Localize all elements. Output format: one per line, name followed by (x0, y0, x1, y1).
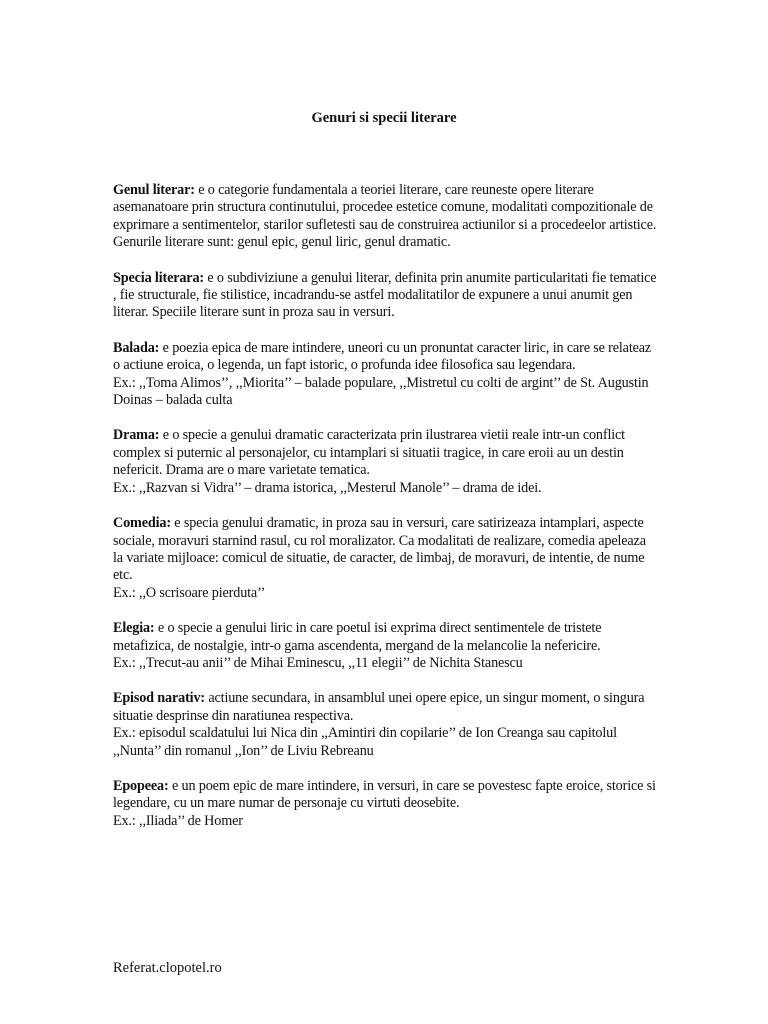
entry-definition: e o categorie fundamentala a teoriei literare, care reuneste opere literare asemanatoare prin structura continutului, procedee estetice comune, modalitati compozitionale de exprimare a sentimentelor, starilor sufletesti sau de construirea actiunilor si a procedeelor artistice. Genurile literare sunt: genul epic, genul liric, genul dramatic. (113, 182, 657, 251)
entry-term: Comedia: (113, 515, 171, 532)
entry-episod-narativ (113, 690, 658, 760)
entry-definition: e o specie a genului liric in care poetul isi exprima direct sentimentele de tristete metafizica, de nostalgie, intr-o gama ascendenta, mergand de la melancolie la nefericire. (113, 620, 602, 654)
entry-example: Ex.: episodul scaldatului lui Nica din ,,Amintiri din copilarie’’ de Ion Creanga sau capitolul ,,Nunta’’ din romanul ,,Ion’’ de Liviu Rebreanu (113, 725, 617, 759)
entry-definition: e poezia epica de mare intindere, uneori cu un pronuntat caracter liric, in care se relateaz o actiune eroica, o legenda, un fapt istoric, o profunda idee filosofica sau legendara. (113, 339, 652, 374)
document-body (113, 182, 658, 848)
entry-example: Ex.: ,,Toma Alimos’’, ,,Miorita’’ – balade populare, ,,Mistretul cu colti de argint’’ de St. Augustin Doinas – balada culta (113, 374, 649, 409)
entry-definition: e specia genului dramatic, in proza sau in versuri, care satirizeaza intamplari, aspecte sociale, moravuri starnind rasul, cu rol moralizator. Ca modalitati de realizare, comedia apeleaza la variate mijloace: comicul de situatie, de caracter, de limbaj, de moravuri, de intentie, de nume etc. (113, 515, 646, 584)
entry-example: Ex.: ,,Razvan si Vidra’’ – drama istorica, ,,Mesterul Manole’’ – drama de idei. (113, 479, 542, 496)
entry-comedia (113, 515, 658, 602)
entry-definition: e o subdiviziune a genului literar, definita prin anumite particularitati fie tematice , fie structurale, fie stilistice, incadrandu-se astfel modalitatilor de expunere a unui anumit gen literar. Speciile literare sunt in proza sau in versuri. (113, 269, 657, 321)
entry-term: Balada: (113, 339, 160, 356)
entry-balada (113, 340, 658, 410)
entry-definition: e un poem epic de mare intindere, in versuri, in care se povestesc fapte eroice, storice si legendare, cu un mare numar de personaje cu virtuti deosebite. (113, 777, 656, 812)
entry-example: Ex.: ,,Trecut-au anii’’ de Mihai Eminescu, ,,11 elegii’’ de Nichita Stanescu (113, 654, 523, 671)
entry-term: Epopeea: (113, 777, 169, 794)
entry-term: Episod narativ: (113, 690, 205, 707)
entry-definition: actiune secundara, in ansamblul unei opere epice, un singur moment, o singura situatie desprinse din naratiunea respectiva. (113, 690, 645, 724)
document-title: Genuri si specii literare (311, 110, 457, 126)
entry-elegia (113, 620, 658, 672)
entry-specia-literara (113, 270, 658, 322)
entry-drama (113, 427, 658, 497)
entry-genul-literar (113, 182, 658, 252)
entry-example: Ex.: ,,O scrisoare pierduta’’ (113, 584, 266, 601)
entry-example: Ex.: ,,Iliada’’ de Homer (113, 812, 243, 829)
entry-term: Drama: (113, 427, 160, 444)
entry-definition: e o specie a genului dramatic caracterizata prin ilustrarea vietii reale intr-un conflict complex si puternic al personajelor, cu intamplari si situatii tragice, in care eroii au un destin nefericit. Drama are o mare varietate tematica. (113, 427, 625, 479)
entry-term: Elegia: (113, 620, 155, 637)
entry-term: Genul literar: (113, 182, 195, 198)
document-footer: Referat.clopotel.ro (113, 960, 222, 976)
entry-epopeea (113, 778, 658, 830)
entry-term: Specia literara: (113, 269, 204, 286)
